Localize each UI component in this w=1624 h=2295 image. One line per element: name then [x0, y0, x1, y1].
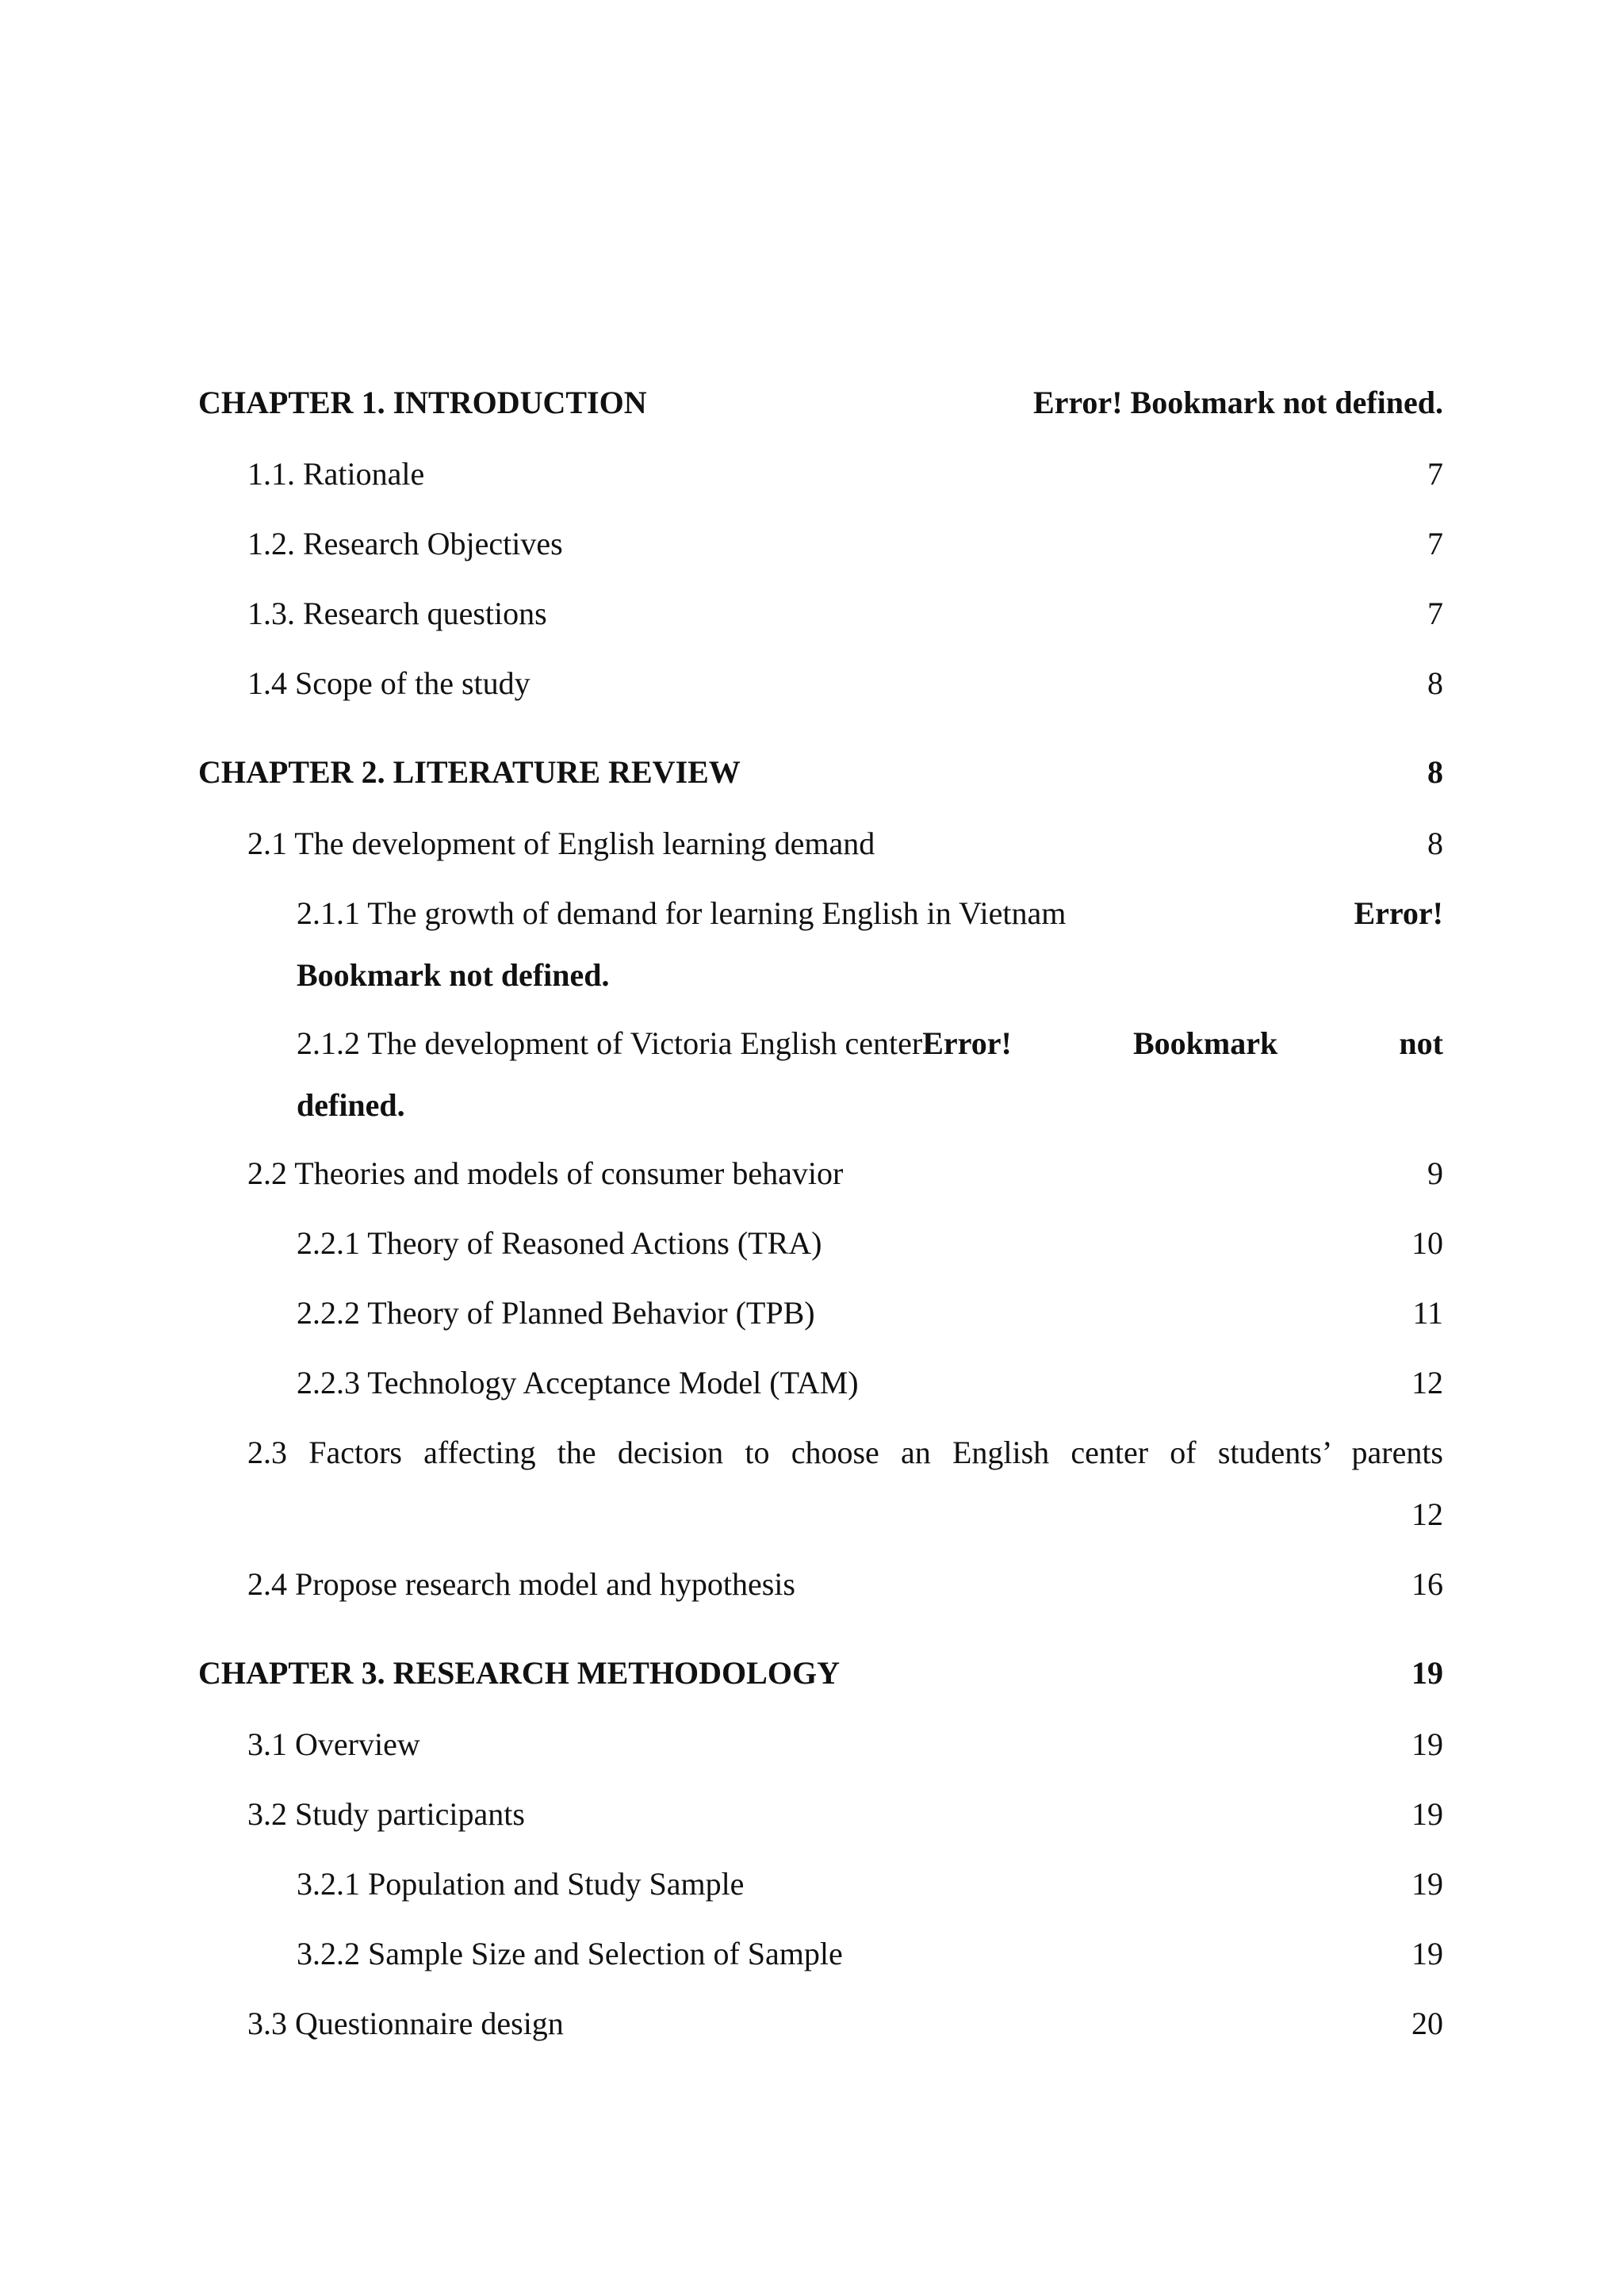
- toc-entry-3-1[interactable]: [198, 1722, 1443, 1792]
- toc-entry-2-1-2[interactable]: [198, 1021, 1443, 1151]
- toc-entry-page: 7: [1427, 526, 1443, 561]
- toc-entry-page: 19: [1411, 1655, 1443, 1691]
- toc-entry-page: 9: [1427, 1155, 1443, 1191]
- toc-entry-2-4[interactable]: [198, 1562, 1443, 1632]
- toc-entry-page: 19: [1411, 1796, 1443, 1832]
- toc-entry-title: 1.3. Research questions: [247, 596, 547, 631]
- toc-entry-title: 3.2 Study participants: [247, 1796, 525, 1832]
- toc-entry-title: 2.3 Factors affecting the decision to choose an English center of students’ parents: [247, 1435, 1443, 1470]
- toc-entry-1-3[interactable]: [198, 592, 1443, 661]
- toc-entry-title: 1.4 Scope of the study: [247, 665, 530, 701]
- toc-entry-chapter-3[interactable]: [198, 1651, 1443, 1722]
- toc-entry-error-continued: defined.: [297, 1087, 405, 1123]
- toc-entry-page: 7: [1427, 456, 1443, 492]
- toc-entry-error-continued: Bookmark not defined.: [297, 957, 610, 993]
- toc-entry-title: 3.2.2 Sample Size and Selection of Sample: [297, 1936, 843, 1971]
- toc-entry-3-3[interactable]: [198, 2002, 1443, 2071]
- toc-entry-page: 20: [1411, 2006, 1443, 2041]
- toc-entry-3-2-1[interactable]: [198, 1862, 1443, 1932]
- toc-entry-title: 1.2. Research Objectives: [247, 526, 563, 561]
- toc-entry-page: 8: [1427, 754, 1443, 790]
- toc-entry-error: Error!: [922, 1025, 1012, 1061]
- toc-entry-page: 12: [1411, 1365, 1443, 1400]
- toc-entry-page: 8: [1427, 665, 1443, 701]
- toc-entry-title: 2.1.1 The growth of demand for learning English in Vietnam: [297, 895, 1067, 931]
- toc-entry-3-2[interactable]: [198, 1792, 1443, 1862]
- toc-entry-title: 3.3 Questionnaire design: [247, 2006, 564, 2041]
- toc-entry-title: 2.2.1 Theory of Reasoned Actions (TRA): [297, 1225, 822, 1261]
- toc-entry-2-1-1[interactable]: [198, 891, 1443, 1021]
- toc-entry-1-1[interactable]: [198, 452, 1443, 522]
- toc-entry-error: Error!: [1354, 895, 1443, 931]
- toc-entry-2-1[interactable]: [198, 822, 1443, 891]
- toc-entry-page: 8: [1427, 826, 1443, 861]
- toc-entry-2-2-2[interactable]: [198, 1291, 1443, 1361]
- toc-entry-title: 2.1.2 The development of Victoria English center: [297, 1025, 923, 1061]
- toc-entry-2-2-3[interactable]: [198, 1361, 1443, 1431]
- toc-entry-error-word-3: not: [1399, 1025, 1443, 1061]
- toc-entry-title: 2.1 The development of English learning demand: [247, 826, 875, 861]
- toc-entry-page: Error! Bookmark not defined.: [1032, 385, 1443, 420]
- toc-entry-1-2[interactable]: [198, 522, 1443, 592]
- toc-entry-title: CHAPTER 3. RESEARCH METHODOLOGY: [198, 1655, 840, 1691]
- toc-entry-title: 1.1. Rationale: [247, 456, 425, 492]
- toc-entry-page: 11: [1412, 1295, 1443, 1331]
- toc-entry-title: 3.1 Overview: [247, 1726, 420, 1762]
- toc-entry-chapter-1[interactable]: [198, 381, 1443, 452]
- toc-entry-title: 2.2 Theories and models of consumer behavior: [247, 1155, 844, 1191]
- toc-entry-page: 12: [1411, 1496, 1443, 1532]
- toc-entry-title: 2.2.3 Technology Acceptance Model (TAM): [297, 1365, 859, 1400]
- toc-entry-page: 10: [1411, 1225, 1443, 1261]
- toc-entry-2-2-1[interactable]: [198, 1221, 1443, 1291]
- toc-entry-page: 7: [1427, 596, 1443, 631]
- toc-entry-title: 2.2.2 Theory of Planned Behavior (TPB): [297, 1295, 815, 1331]
- toc-entry-page: 19: [1411, 1866, 1443, 1902]
- toc-entry-title: CHAPTER 1. INTRODUCTION: [198, 385, 647, 420]
- toc-entry-3-2-2[interactable]: [198, 1932, 1443, 2002]
- toc-entry-title: CHAPTER 2. LITERATURE REVIEW: [198, 754, 741, 790]
- toc-entry-1-4[interactable]: [198, 661, 1443, 731]
- toc-entry-page: 16: [1411, 1566, 1443, 1602]
- toc-entry-title: 3.2.1 Population and Study Sample: [297, 1866, 745, 1902]
- toc-entry-2-3[interactable]: [198, 1431, 1443, 1562]
- toc-entry-chapter-2[interactable]: [198, 750, 1443, 822]
- toc-entry-page: 19: [1411, 1936, 1443, 1971]
- toc-entry-2-2[interactable]: [198, 1151, 1443, 1221]
- toc-entry-title: 2.4 Propose research model and hypothesis: [247, 1566, 795, 1602]
- toc-entry-error-word-2: Bookmark: [1132, 1025, 1278, 1061]
- table-of-contents: [198, 381, 1443, 2071]
- toc-entry-page: 19: [1411, 1726, 1443, 1762]
